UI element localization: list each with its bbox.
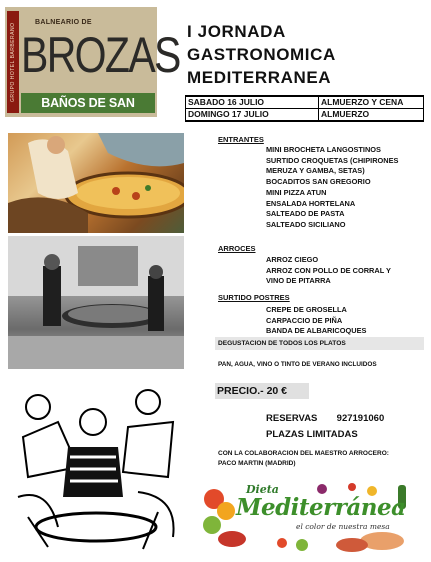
list-item: ARROZ CON POLLO DE CORRAL Y xyxy=(266,265,391,275)
plazas-limitadas: PLAZAS LIMITADAS xyxy=(266,429,358,440)
reservas-phone: 927191060 xyxy=(336,413,385,424)
date-day: SABADO 16 JULIO xyxy=(186,96,319,109)
logo-side-text: GRUPO HOTEL BARBERANO xyxy=(7,11,19,113)
dieta-mediterranea-banner xyxy=(202,481,414,553)
reservas-block xyxy=(266,411,384,443)
event-title xyxy=(187,20,387,89)
colab-line-1: CON LA COLABORACION DEL MAESTRO ARROCERO: xyxy=(218,450,389,457)
degustacion-banner: DEGUSTACION DE TODOS LOS PLATOS xyxy=(215,337,424,350)
list-item: MERUZA Y GAMBA, SETAS) xyxy=(266,166,365,176)
list-item: CARPACCIO DE PIÑA xyxy=(266,315,343,325)
vintage-paella-photo xyxy=(8,236,184,369)
colaboracion-text xyxy=(218,449,389,469)
list-item: BANDA DE ALBARICOQUES xyxy=(266,326,367,336)
logo-band-text: BAÑOS DE SAN GREGORIO xyxy=(21,93,155,113)
date-day: DOMINGO 17 JULIO xyxy=(186,109,319,122)
entrantes-heading: ENTRANTES xyxy=(218,135,264,144)
dates-table xyxy=(185,95,424,122)
list-item: CREPE DE GROSELLA xyxy=(266,305,347,314)
title-line-3: MEDITERRANEA xyxy=(187,68,332,87)
comic-illustration xyxy=(8,377,184,555)
dieta-line-1: Dieta xyxy=(246,483,279,496)
list-item: SALTEADO DE PASTA xyxy=(266,209,345,219)
dieta-line-2: Mediterránea xyxy=(236,494,406,521)
postres-list xyxy=(266,305,366,337)
arroces-heading: ARROCES xyxy=(218,244,256,253)
list-item: BOCADITOS SAN GREGORIO xyxy=(266,177,371,187)
reservas-label: RESERVAS xyxy=(266,413,318,424)
list-item: MINI BROCHETA LANGOSTINOS xyxy=(266,145,381,154)
dieta-line-3: el color de nuestra mesa xyxy=(296,522,390,531)
list-item: SURTIDO CROQUETAS (CHIPIRONES xyxy=(266,155,399,165)
date-row xyxy=(186,109,424,122)
postres-heading: SURTIDO POSTRES xyxy=(218,293,290,302)
list-item: VINO DE PITARRA xyxy=(266,276,331,286)
list-item: SALTEADO SICILIANO xyxy=(266,219,346,229)
entrantes-list xyxy=(266,145,399,231)
arroces-list xyxy=(266,255,391,287)
incluidos-text: PAN, AGUA, VINO O TINTO DE VERANO INCLUIDOS xyxy=(218,361,377,368)
brozas-logo xyxy=(5,7,180,130)
list-item: ENSALADA HORTELANA xyxy=(266,198,356,208)
title-line-2: GASTRONOMICA xyxy=(187,45,336,64)
title-line-1: I JORNADA xyxy=(187,22,286,41)
list-item: ARROZ CIEGO xyxy=(266,255,319,264)
price-label: PRECIO.- 20 € xyxy=(215,383,309,399)
logo-small-text: BALNEARIO DE xyxy=(35,19,92,26)
date-meal: ALMUERZO Y CENA xyxy=(319,96,424,109)
list-item: MINI PIZZA ATUN xyxy=(266,187,327,197)
date-meal: ALMUERZO xyxy=(319,109,424,122)
logo-big-text: BROZAS xyxy=(21,27,180,83)
colab-line-2: PACO MARTIN (MADRID) xyxy=(218,460,296,467)
paella-painting-image xyxy=(8,133,184,233)
date-row xyxy=(186,96,424,109)
